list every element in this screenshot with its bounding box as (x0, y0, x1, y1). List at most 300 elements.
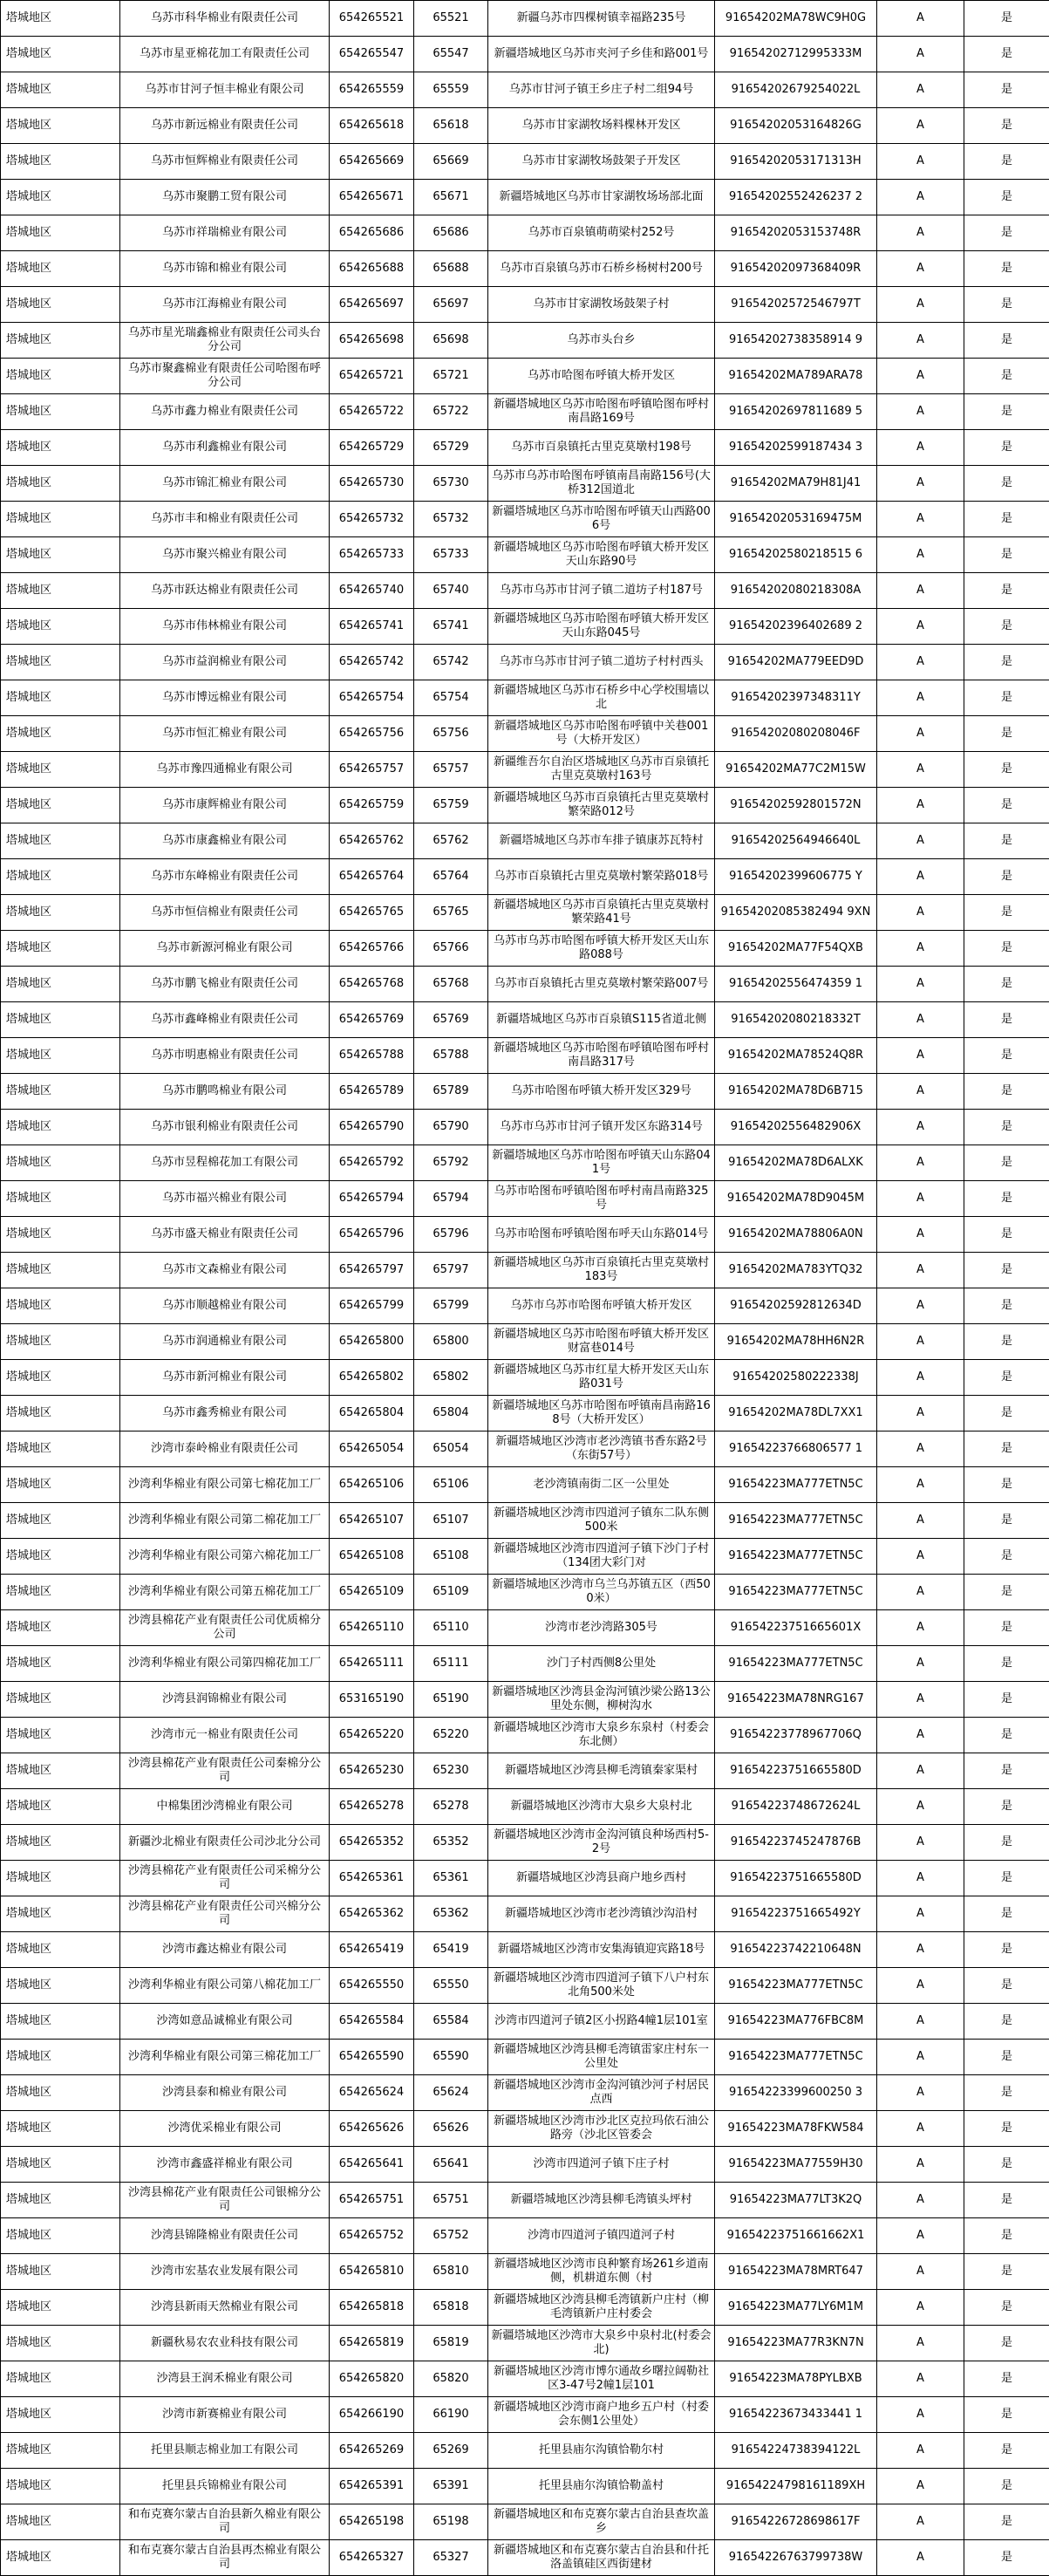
code-cell: 654265671 (330, 180, 414, 215)
address-cell: 新疆塔城地区乌苏市红星大桥开发区天山东路031号 (488, 1360, 715, 1396)
region-cell: 塔城地区 (1, 1110, 120, 1145)
address-cell: 乌苏市头台乡 (488, 323, 715, 359)
company-name-cell: 乌苏市鑫峰棉业有限责任公司 (120, 1002, 330, 1038)
region-cell: 塔城地区 (1, 1002, 120, 1038)
flag-cell: 是 (964, 1217, 1049, 1253)
rating-cell: A (877, 502, 964, 537)
code-cell: 654265765 (330, 895, 414, 931)
code-cell: 654265759 (330, 788, 414, 823)
company-name-cell: 乌苏市利鑫棉业有限公司 (120, 430, 330, 466)
flag-cell: 是 (964, 1360, 1049, 1396)
region-cell: 塔城地区 (1, 645, 120, 680)
rating-cell: A (877, 537, 964, 573)
short-code-cell: 65688 (414, 251, 488, 287)
address-cell: 乌苏市乌苏市甘河子镇二道坊子村村西头 (488, 645, 715, 680)
rating-cell: A (877, 1575, 964, 1610)
code-cell: 654265769 (330, 1002, 414, 1038)
region-cell: 塔城地区 (1, 1253, 120, 1288)
table-row (1, 2147, 1049, 2183)
rating-cell: A (877, 1646, 964, 1682)
rating-cell: A (877, 967, 964, 1002)
company-name-cell: 沙湾县棉花产业有限责任公司兴棉分公司 (120, 1896, 330, 1932)
flag-cell: 是 (964, 1753, 1049, 1789)
address-cell: 新疆塔城地区乌苏市哈图布呼镇大桥开发区天山东路045号 (488, 609, 715, 645)
flag-cell: 是 (964, 1646, 1049, 1682)
rating-cell: A (877, 144, 964, 180)
table-row (1, 967, 1049, 1002)
address-cell: 乌苏市哈图布呼镇大桥开发区329号 (488, 1074, 715, 1110)
flag-cell: 是 (964, 1718, 1049, 1753)
flag-cell: 是 (964, 394, 1049, 430)
code-cell: 654265800 (330, 1324, 414, 1360)
table-row (1, 144, 1049, 180)
code-cell: 654265764 (330, 859, 414, 895)
credit-code-cell: 91654223MA777ETN5C (715, 1467, 877, 1503)
region-cell: 塔城地区 (1, 287, 120, 323)
address-cell: 新疆塔城地区沙湾市四道河子镇下八户村东北角500米处 (488, 1968, 715, 2004)
short-code-cell: 65790 (414, 1110, 488, 1145)
flag-cell: 是 (964, 1610, 1049, 1646)
address-cell: 新疆维吾尔自治区塔城地区乌苏市百泉镇托古里克莫墩村163号 (488, 752, 715, 788)
company-name-cell: 乌苏市文森棉业有限公司 (120, 1253, 330, 1288)
company-name-cell: 沙湾市鑫达棉业有限公司 (120, 1932, 330, 1968)
flag-cell: 是 (964, 2075, 1049, 2111)
region-cell: 塔城地区 (1, 180, 120, 215)
short-code-cell: 65802 (414, 1360, 488, 1396)
address-cell: 新疆塔城地区乌苏市哈图布呼镇南昌南路168号（大桥开发区） (488, 1396, 715, 1431)
flag-cell: 是 (964, 2218, 1049, 2254)
table-row (1, 823, 1049, 859)
table-row (1, 2183, 1049, 2218)
region-cell: 塔城地区 (1, 466, 120, 502)
region-cell: 塔城地区 (1, 2469, 120, 2504)
address-cell: 乌苏市甘家湖牧场鼓架子开发区 (488, 144, 715, 180)
credit-code-cell: 91654202592812634D (715, 1288, 877, 1324)
code-cell: 654265797 (330, 1253, 414, 1288)
table-row (1, 2326, 1049, 2361)
address-cell: 托里县庙尔沟镇恰勒尔村 (488, 2433, 715, 2469)
credit-code-cell: 91654202MA78D9045M (715, 1181, 877, 1217)
credit-code-cell: 91654202MA79H81J41 (715, 466, 877, 502)
code-cell: 654265730 (330, 466, 414, 502)
code-cell: 654265721 (330, 359, 414, 394)
credit-code-cell: 91654223MA776FBC8M (715, 2004, 877, 2040)
address-cell: 新疆塔城地区沙湾市四道河子镇下沙门子村（134团大彩门对 (488, 1539, 715, 1575)
table-row (1, 2504, 1049, 2540)
table-row (1, 716, 1049, 752)
credit-code-cell: 91654223MA77559H30 (715, 2147, 877, 2183)
company-name-cell: 乌苏市锦和棉业有限公司 (120, 251, 330, 287)
code-cell: 653165190 (330, 1682, 414, 1718)
table-row (1, 752, 1049, 788)
rating-cell: A (877, 1324, 964, 1360)
code-cell: 654265752 (330, 2218, 414, 2254)
flag-cell: 是 (964, 1038, 1049, 1074)
flag-cell: 是 (964, 895, 1049, 931)
flag-cell: 是 (964, 251, 1049, 287)
table-row (1, 1396, 1049, 1431)
company-name-cell: 乌苏市新远棉业有限责任公司 (120, 108, 330, 144)
region-cell: 塔城地区 (1, 823, 120, 859)
company-name-cell: 乌苏市科华棉业有限责任公司 (120, 1, 330, 37)
code-cell: 654265391 (330, 2469, 414, 2504)
company-name-cell: 乌苏市康鑫棉业有限公司 (120, 823, 330, 859)
short-code-cell: 65740 (414, 573, 488, 609)
rating-cell: A (877, 2433, 964, 2469)
rating-cell: A (877, 1539, 964, 1575)
address-cell: 新疆塔城地区沙湾县柳毛湾镇雷家庄村东一公里处 (488, 2040, 715, 2075)
region-cell: 塔城地区 (1, 1324, 120, 1360)
table-row (1, 1253, 1049, 1288)
code-cell: 654265559 (330, 72, 414, 108)
address-cell: 老沙湾镇南街二区一公里处 (488, 1467, 715, 1503)
region-cell: 塔城地区 (1, 2183, 120, 2218)
address-cell: 新疆塔城地区乌苏市石桥乡中心学校围墙以北 (488, 680, 715, 716)
short-code-cell: 65352 (414, 1825, 488, 1861)
rating-cell: A (877, 1396, 964, 1431)
table-row (1, 609, 1049, 645)
table-row (1, 1861, 1049, 1896)
credit-code-cell: 91654202053153748R (715, 215, 877, 251)
rating-cell: A (877, 1110, 964, 1145)
table-row (1, 108, 1049, 144)
company-name-cell: 乌苏市恒信棉业有限责任公司 (120, 895, 330, 931)
credit-code-cell: 91654202080208046F (715, 716, 877, 752)
rating-cell: A (877, 2326, 964, 2361)
flag-cell: 是 (964, 1467, 1049, 1503)
company-name-cell: 沙湾市宏基农业发展有限公司 (120, 2254, 330, 2290)
short-code-cell: 65107 (414, 1503, 488, 1539)
short-code-cell: 65624 (414, 2075, 488, 2111)
address-cell: 沙湾市老沙湾路305号 (488, 1610, 715, 1646)
credit-code-cell: 91654202MA78D6B715 (715, 1074, 877, 1110)
flag-cell: 是 (964, 1539, 1049, 1575)
code-cell: 654265799 (330, 1288, 414, 1324)
credit-code-cell: 91654202738358914 9 (715, 323, 877, 359)
table-row (1, 2397, 1049, 2433)
table-row (1, 502, 1049, 537)
credit-code-cell: 91654202MA78806A0N (715, 1217, 877, 1253)
code-cell: 654265729 (330, 430, 414, 466)
short-code-cell: 65110 (414, 1610, 488, 1646)
flag-cell: 是 (964, 2433, 1049, 2469)
short-code-cell: 65721 (414, 359, 488, 394)
address-cell: 沙门子村西侧8公里处 (488, 1646, 715, 1682)
credit-code-cell: 91654202MA78524Q8R (715, 1038, 877, 1074)
short-code-cell: 65698 (414, 323, 488, 359)
flag-cell: 是 (964, 680, 1049, 716)
flag-cell: 是 (964, 1789, 1049, 1825)
address-cell: 新疆塔城地区乌苏市哈图布呼镇哈图布呼村南昌路169号 (488, 394, 715, 430)
credit-code-cell: 91654202MA78D6ALXK (715, 1145, 877, 1181)
company-name-cell: 沙湾利华棉业有限公司第八棉花加工厂 (120, 1968, 330, 2004)
flag-cell: 是 (964, 967, 1049, 1002)
short-code-cell: 65752 (414, 2218, 488, 2254)
rating-cell: A (877, 394, 964, 430)
table-row (1, 2004, 1049, 2040)
company-name-cell: 乌苏市盛天棉业有限责任公司 (120, 1217, 330, 1253)
flag-cell: 是 (964, 752, 1049, 788)
short-code-cell: 65764 (414, 859, 488, 895)
region-cell: 塔城地区 (1, 2111, 120, 2147)
address-cell: 新疆塔城地区沙湾市金沟河镇沙河子村居民点西 (488, 2075, 715, 2111)
table-row (1, 359, 1049, 394)
flag-cell: 是 (964, 108, 1049, 144)
rating-cell: A (877, 2361, 964, 2397)
rating-cell: A (877, 645, 964, 680)
region-cell: 塔城地区 (1, 2504, 120, 2540)
region-cell: 塔城地区 (1, 2147, 120, 2183)
rating-cell: A (877, 430, 964, 466)
address-cell: 新疆塔城地区沙湾市沙北区克拉玛依石油公路旁（沙北区管委会 (488, 2111, 715, 2147)
company-name-cell: 乌苏市康辉棉业有限公司 (120, 788, 330, 823)
company-name-cell: 中棉集团沙湾棉业有限公司 (120, 1789, 330, 1825)
code-cell: 654265584 (330, 2004, 414, 2040)
region-cell: 塔城地区 (1, 609, 120, 645)
address-cell: 新疆塔城地区乌苏市甘家湖牧场场部北面 (488, 180, 715, 215)
table-row (1, 37, 1049, 72)
company-name-cell: 乌苏市新源河棉业有限公司 (120, 931, 330, 967)
short-code-cell: 65269 (414, 2433, 488, 2469)
table-row (1, 1646, 1049, 1682)
company-name-cell: 沙湾县泰和棉业有限公司 (120, 2075, 330, 2111)
company-name-cell: 托里县兵锦棉业有限公司 (120, 2469, 330, 2504)
address-cell: 乌苏市百泉镇托古里克莫墩村繁荣路018号 (488, 859, 715, 895)
address-cell: 乌苏市乌苏市甘河子镇开发区东路314号 (488, 1110, 715, 1145)
rating-cell: A (877, 2183, 964, 2218)
credit-code-cell: 91654224738394122L (715, 2433, 877, 2469)
company-name-cell: 沙湾县棉花产业有限责任公司秦棉分公司 (120, 1753, 330, 1789)
short-code-cell: 65742 (414, 645, 488, 680)
short-code-cell: 65626 (414, 2111, 488, 2147)
flag-cell: 是 (964, 2540, 1049, 2576)
credit-code-cell: 91654202397348311Y (715, 680, 877, 716)
rating-cell: A (877, 2504, 964, 2540)
credit-code-cell: 91654202599187434 3 (715, 430, 877, 466)
short-code-cell: 65788 (414, 1038, 488, 1074)
flag-cell: 是 (964, 1431, 1049, 1467)
code-cell: 654265788 (330, 1038, 414, 1074)
address-cell: 新疆塔城地区沙湾县柳毛湾镇新户庄村（柳毛湾镇新户庄村委会 (488, 2290, 715, 2326)
company-name-cell: 沙湾市元一棉业有限责任公司 (120, 1718, 330, 1753)
company-name-cell: 沙湾利华棉业有限公司第二棉花加工厂 (120, 1503, 330, 1539)
code-cell: 654265109 (330, 1575, 414, 1610)
code-cell: 654265796 (330, 1217, 414, 1253)
company-name-cell: 沙湾县锦隆棉业有限责任公司 (120, 2218, 330, 2254)
table-row (1, 251, 1049, 287)
company-name-cell: 乌苏市鑫秀棉业有限公司 (120, 1396, 330, 1431)
short-code-cell: 65618 (414, 108, 488, 144)
code-cell: 654265810 (330, 2254, 414, 2290)
credit-code-cell: 91654223MA77R3KN7N (715, 2326, 877, 2361)
company-name-cell: 乌苏市星光瑞鑫棉业有限责任公司头台分公司 (120, 323, 330, 359)
code-cell: 654265686 (330, 215, 414, 251)
rating-cell: A (877, 1896, 964, 1932)
company-name-cell: 沙湾市泰岭棉业有限责任公司 (120, 1431, 330, 1467)
credit-code-cell: 91654223673433441 1 (715, 2397, 877, 2433)
address-cell: 新疆塔城地区乌苏市哈图布呼镇天山西路006号 (488, 502, 715, 537)
code-cell: 654265550 (330, 1968, 414, 2004)
short-code-cell: 65765 (414, 895, 488, 931)
address-cell: 乌苏市乌苏市哈图布呼镇南昌南路156号(大桥312国道北 (488, 466, 715, 502)
flag-cell: 是 (964, 2183, 1049, 2218)
region-cell: 塔城地区 (1, 2290, 120, 2326)
address-cell: 新疆塔城地区乌苏市哈图布呼镇哈图布呼村南昌路317号 (488, 1038, 715, 1074)
rating-cell: A (877, 323, 964, 359)
address-cell: 新疆塔城地区乌苏市哈图布呼镇大桥开发区财富巷014号 (488, 1324, 715, 1360)
company-name-cell: 乌苏市东峰棉业有限责任公司 (120, 859, 330, 895)
short-code-cell: 65686 (414, 215, 488, 251)
credit-code-cell: 91654202MA78DL7XX1 (715, 1396, 877, 1431)
flag-cell: 是 (964, 2326, 1049, 2361)
credit-code-cell: 91654202097368409R (715, 251, 877, 287)
rating-cell: A (877, 2254, 964, 2290)
flag-cell: 是 (964, 466, 1049, 502)
code-cell: 654265362 (330, 1896, 414, 1932)
code-cell: 654265641 (330, 2147, 414, 2183)
rating-cell: A (877, 1431, 964, 1467)
table-row (1, 1110, 1049, 1145)
flag-cell: 是 (964, 1, 1049, 37)
flag-cell: 是 (964, 1288, 1049, 1324)
short-code-cell: 65671 (414, 180, 488, 215)
table-row (1, 859, 1049, 895)
rating-cell: A (877, 1467, 964, 1503)
credit-code-cell: 91654202580218515 6 (715, 537, 877, 573)
credit-code-cell: 91654202MA78HH6N2R (715, 1324, 877, 1360)
code-cell: 654265819 (330, 2326, 414, 2361)
flag-cell: 是 (964, 1074, 1049, 1110)
company-name-cell: 新疆秋易农农业科技有限公司 (120, 2326, 330, 2361)
address-cell: 新疆塔城地区沙湾市安集海镇迎宾路18号 (488, 1932, 715, 1968)
short-code-cell: 65797 (414, 1253, 488, 1288)
region-cell: 塔城地区 (1, 144, 120, 180)
short-code-cell: 65669 (414, 144, 488, 180)
credit-code-cell: 91654202552426237 2 (715, 180, 877, 215)
address-cell: 乌苏市百泉镇托古里克莫墩村198号 (488, 430, 715, 466)
code-cell: 654265754 (330, 680, 414, 716)
short-code-cell: 65729 (414, 430, 488, 466)
region-cell: 塔城地区 (1, 1825, 120, 1861)
table-row (1, 1038, 1049, 1074)
address-cell: 新疆塔城地区沙湾市乌兰乌苏镇五区（西500米） (488, 1575, 715, 1610)
region-cell: 塔城地区 (1, 323, 120, 359)
rating-cell: A (877, 2218, 964, 2254)
company-name-cell: 乌苏市润通棉业有限公司 (120, 1324, 330, 1360)
table-body (1, 1, 1049, 2576)
rating-cell: A (877, 1253, 964, 1288)
short-code-cell: 65198 (414, 2504, 488, 2540)
short-code-cell: 65756 (414, 716, 488, 752)
rating-cell: A (877, 1074, 964, 1110)
table-row (1, 2469, 1049, 2504)
address-cell: 新疆塔城地区乌苏市百泉镇托古里克莫墩村繁荣路012号 (488, 788, 715, 823)
short-code-cell: 65230 (414, 1753, 488, 1789)
company-name-cell: 和布克赛尔蒙古自治县再杰棉业有限公司 (120, 2540, 330, 2576)
code-cell: 654265327 (330, 2540, 414, 2576)
region-cell: 塔城地区 (1, 1789, 120, 1825)
rating-cell: A (877, 1789, 964, 1825)
credit-code-cell: 91654202080218332T (715, 1002, 877, 1038)
table-row (1, 1360, 1049, 1396)
region-cell: 塔城地区 (1, 1431, 120, 1467)
table-row (1, 1718, 1049, 1753)
credit-code-cell: 91654223MA777ETN5C (715, 1539, 877, 1575)
company-name-cell: 乌苏市聚兴棉业有限公司 (120, 537, 330, 573)
short-code-cell: 65590 (414, 2040, 488, 2075)
short-code-cell: 65804 (414, 1396, 488, 1431)
region-cell: 塔城地区 (1, 1932, 120, 1968)
flag-cell: 是 (964, 1324, 1049, 1360)
short-code-cell: 65327 (414, 2540, 488, 2576)
rating-cell: A (877, 1181, 964, 1217)
credit-code-cell: 91654202580222338J (715, 1360, 877, 1396)
credit-code-cell: 91654223766806577 1 (715, 1431, 877, 1467)
region-cell: 塔城地区 (1, 2040, 120, 2075)
address-cell: 新疆塔城地区沙湾市大泉乡东泉村（村委会东北侧） (488, 1718, 715, 1753)
short-code-cell: 65584 (414, 2004, 488, 2040)
region-cell: 塔城地区 (1, 1968, 120, 2004)
code-cell: 654265741 (330, 609, 414, 645)
address-cell: 新疆塔城地区乌苏市哈图布呼镇中关巷001号（大桥开发区） (488, 716, 715, 752)
region-cell: 塔城地区 (1, 1038, 120, 1074)
flag-cell: 是 (964, 215, 1049, 251)
company-name-cell: 乌苏市星亚棉花加工有限责任公司 (120, 37, 330, 72)
rating-cell: A (877, 1038, 964, 1074)
table-row (1, 2254, 1049, 2290)
company-name-cell: 乌苏市甘河子恒丰棉业有限公司 (120, 72, 330, 108)
company-name-cell: 乌苏市鹏飞棉业有限责任公司 (120, 967, 330, 1002)
credit-code-cell: 91654202053164826G (715, 108, 877, 144)
credit-code-cell: 91654202MA78WC9H0G (715, 1, 877, 37)
short-code-cell: 65794 (414, 1181, 488, 1217)
credit-code-cell: 91654223742210648N (715, 1932, 877, 1968)
address-cell: 新疆塔城地区沙湾市大泉乡中泉村北(村委会北) (488, 2326, 715, 2361)
short-code-cell: 65757 (414, 752, 488, 788)
rating-cell: A (877, 752, 964, 788)
short-code-cell: 65810 (414, 2254, 488, 2290)
company-name-cell: 沙湾县润锦棉业有限公司 (120, 1682, 330, 1718)
company-name-cell: 乌苏市豫四通棉业有限公司 (120, 752, 330, 788)
rating-cell: A (877, 1, 964, 37)
credit-code-cell: 91654202396402689 2 (715, 609, 877, 645)
rating-cell: A (877, 180, 964, 215)
company-name-cell: 沙湾利华棉业有限公司第六棉花加工厂 (120, 1539, 330, 1575)
address-cell: 乌苏市乌苏市甘河子镇二道坊子村187号 (488, 573, 715, 609)
table-row (1, 1288, 1049, 1324)
code-cell: 654265278 (330, 1789, 414, 1825)
credit-code-cell: 91654202572546797T (715, 287, 877, 323)
code-cell: 654265688 (330, 251, 414, 287)
company-name-cell: 沙湾县棉花产业有限责任公司优质棉分公司 (120, 1610, 330, 1646)
short-code-cell: 65722 (414, 394, 488, 430)
table-row (1, 215, 1049, 251)
short-code-cell: 65547 (414, 37, 488, 72)
region-cell: 塔城地区 (1, 394, 120, 430)
company-name-cell: 乌苏市江海棉业有限公司 (120, 287, 330, 323)
short-code-cell: 65559 (414, 72, 488, 108)
table-row (1, 895, 1049, 931)
address-cell: 乌苏市乌苏市哈图布呼镇大桥开发区 (488, 1288, 715, 1324)
flag-cell: 是 (964, 788, 1049, 823)
region-cell: 塔城地区 (1, 2361, 120, 2397)
company-name-cell: 乌苏市鑫力棉业有限责任公司 (120, 394, 330, 430)
short-code-cell: 65796 (414, 1217, 488, 1253)
rating-cell: A (877, 788, 964, 823)
short-code-cell: 65361 (414, 1861, 488, 1896)
code-cell: 654265054 (330, 1431, 414, 1467)
region-cell: 塔城地区 (1, 1861, 120, 1896)
